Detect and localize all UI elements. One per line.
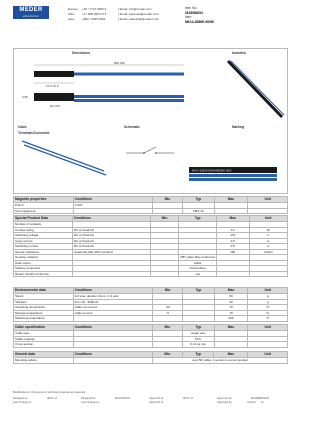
table-cell: Mounting advice bbox=[14, 358, 74, 364]
table-cell: -5 bbox=[153, 310, 183, 316]
table-cell bbox=[214, 208, 248, 214]
dimensions-label: Dimensions bbox=[72, 51, 91, 55]
footer-cell: Last Change by: bbox=[81, 401, 100, 404]
header-cell: Typ bbox=[182, 197, 214, 203]
contact-phone: +852 / 2955 1682 bbox=[82, 17, 106, 22]
header-cell: Conditions bbox=[73, 325, 152, 331]
table-cell: cable not moved bbox=[73, 305, 153, 311]
table-cell: Operating temperature bbox=[14, 305, 74, 311]
contact-row bbox=[68, 17, 178, 22]
contact-region: Asia: bbox=[68, 17, 75, 22]
contact-email[interactable]: | Email: salesusa@meder.com bbox=[118, 12, 159, 17]
table-cell: Test equipment bbox=[14, 208, 74, 214]
table-cell: measured with 40% overdrive bbox=[72, 249, 150, 255]
table-cell: -30 bbox=[153, 305, 183, 311]
dim-text: 30 ±0.5 bbox=[50, 104, 60, 108]
footer-row bbox=[13, 401, 288, 405]
table-cell: g bbox=[248, 299, 288, 305]
table-cell bbox=[73, 342, 152, 348]
contact-email[interactable]: | Email: info@meder.com bbox=[118, 7, 152, 11]
footer-block bbox=[13, 397, 288, 405]
item-no-label: Item No.: bbox=[185, 6, 198, 10]
table-cell bbox=[73, 316, 153, 322]
header-cell: Unit bbox=[249, 216, 287, 222]
table-cell bbox=[153, 316, 183, 322]
table-cell bbox=[72, 271, 150, 277]
header-cell: Typ bbox=[179, 216, 216, 222]
table-cell: 260 bbox=[214, 316, 248, 322]
table-row bbox=[14, 316, 288, 322]
item-label: Item: bbox=[185, 15, 193, 19]
table-row bbox=[14, 342, 288, 348]
table-cell: Pull-In bbox=[14, 203, 74, 209]
table-cell bbox=[249, 271, 287, 277]
header-cell: Unit bbox=[248, 325, 288, 331]
table-cell: single wire bbox=[182, 331, 214, 337]
table-cell bbox=[153, 208, 183, 214]
marking-view bbox=[189, 167, 277, 181]
contact-region: Europe: bbox=[68, 7, 79, 11]
dim-text: 27.5 ±0.5 bbox=[46, 84, 59, 88]
table-cell: mOhm bbox=[249, 249, 287, 255]
header-cell: Unit bbox=[248, 288, 288, 294]
marking-label: Marking bbox=[232, 125, 245, 129]
header-cell: Unit bbox=[248, 197, 288, 203]
header-cell: Min bbox=[150, 216, 179, 222]
footer-cell: Version: bbox=[247, 401, 257, 404]
contact-email[interactable]: | Email: salesasia@meder.com bbox=[118, 17, 160, 22]
general-data-table bbox=[13, 351, 288, 364]
header-cell: Max bbox=[214, 352, 248, 358]
table-cell bbox=[248, 342, 288, 348]
contact-region: USA: bbox=[68, 12, 76, 17]
dim-text: 500 ±20 bbox=[114, 61, 125, 65]
table-cell: °C bbox=[248, 310, 288, 316]
table-cell bbox=[73, 358, 152, 364]
header-cell: Conditions bbox=[73, 352, 152, 358]
table-cell: over 5th cable, 1 section is recommended bbox=[152, 358, 287, 364]
schematic-symbol bbox=[126, 147, 174, 154]
header-cell: Min bbox=[153, 325, 183, 331]
table-cell: cable moved bbox=[73, 310, 153, 316]
item-value: MK14-1B90E-500W bbox=[185, 19, 214, 24]
table-cell: 70 bbox=[214, 310, 248, 316]
header-cell: Min bbox=[153, 197, 183, 203]
environmental-data-table bbox=[13, 287, 288, 322]
cable-label: Cable bbox=[18, 125, 27, 129]
table-cell: Sealing compound bbox=[14, 266, 73, 272]
table-cell: Cable type bbox=[14, 331, 74, 337]
table-cell: Carry current bbox=[14, 238, 73, 244]
magnetic-properties-table bbox=[13, 196, 288, 214]
footer-cell: 08.07.11 bbox=[47, 397, 57, 400]
table-cell: KMS-10 bbox=[182, 208, 214, 214]
header-cell: Min bbox=[152, 352, 182, 358]
table-cell: 50 bbox=[214, 294, 248, 300]
table-cell: DC or Peak AC bbox=[72, 227, 150, 233]
table-cell: Contact rating bbox=[14, 227, 73, 233]
table-cell: Reach / RoHS conformity bbox=[14, 271, 73, 277]
footer-cell: Last Change at: bbox=[13, 401, 32, 404]
footer-cell: Approved by: bbox=[217, 401, 233, 404]
table-cell: A bbox=[249, 244, 287, 250]
header-cell: Cable specification bbox=[14, 325, 74, 331]
table-cell: 30 bbox=[214, 299, 248, 305]
footer-cell bbox=[237, 401, 247, 405]
table-cell: 0.5 bbox=[216, 238, 249, 244]
cable-photo bbox=[22, 141, 106, 175]
table-cell: A bbox=[249, 238, 287, 244]
header-cell: Typ bbox=[182, 352, 214, 358]
table-row bbox=[14, 271, 288, 277]
header-cell: Unit bbox=[248, 352, 288, 358]
sensor-end-view bbox=[22, 93, 184, 108]
table-cell: Polyurethan bbox=[179, 266, 216, 272]
footer-cell bbox=[183, 401, 217, 405]
footer-cell bbox=[47, 401, 81, 405]
logo-sub-text: electronic bbox=[23, 14, 39, 18]
table-cell: 0.5 bbox=[216, 244, 249, 250]
header-cell: Max bbox=[214, 197, 248, 203]
table-cell: Storage temperature bbox=[14, 310, 74, 316]
table-cell: PBT glass fibre reinforced bbox=[180, 255, 215, 259]
contact-phone: +49 / 7731 8399 0 bbox=[82, 7, 107, 11]
table-cell bbox=[216, 271, 249, 277]
table-cell: Housing material bbox=[14, 255, 73, 261]
table-cell bbox=[153, 342, 183, 348]
table-cell: 10 bbox=[216, 227, 249, 233]
table-cell: 0.14 sq.mm bbox=[182, 342, 214, 348]
footer-cell: Approved at: bbox=[149, 397, 164, 400]
table-cell: Switching voltage bbox=[14, 233, 73, 239]
table-row bbox=[14, 208, 288, 214]
isometric-label: Isometric bbox=[232, 51, 247, 55]
table-cell: W bbox=[249, 227, 287, 233]
header-cell: Min bbox=[153, 288, 183, 294]
item-info-block bbox=[185, 6, 287, 47]
isometric-view bbox=[228, 61, 284, 117]
footer-cell: 08.07.11 bbox=[183, 397, 193, 400]
header-cell: Conditions bbox=[73, 288, 153, 294]
table-cell bbox=[214, 342, 248, 348]
header-cell: Max bbox=[216, 216, 249, 222]
table-cell bbox=[150, 271, 179, 277]
header-cell: Typ bbox=[182, 325, 214, 331]
modifications-note: Modifications in the sense of technical progress are reserved bbox=[13, 391, 86, 394]
item-no-value: 9145982054 bbox=[185, 10, 203, 15]
table-cell: 1/2 sine, duration 11ms, in 3 axis bbox=[73, 294, 153, 300]
table-cell: yes bbox=[179, 271, 216, 277]
schematic-label: Schematic bbox=[124, 125, 140, 129]
footer-cell bbox=[115, 401, 149, 405]
table-cell: Sensor resistance bbox=[14, 249, 73, 255]
dim-text: 4.95 bbox=[22, 95, 28, 99]
table-cell: black bbox=[179, 260, 216, 266]
header-cell: Conditions bbox=[73, 197, 152, 203]
contact-phone: +1 / 508 295 0771 bbox=[82, 12, 107, 17]
table-cell bbox=[248, 208, 288, 214]
footer-cell: MHUDTSCH bbox=[115, 397, 130, 400]
table-cell: DC or Peak AC bbox=[72, 233, 150, 239]
table-cell: V bbox=[249, 233, 287, 239]
table-cell: DC or Peak AC bbox=[72, 244, 150, 250]
contact-block bbox=[68, 7, 178, 23]
footer-cell: Approved by: bbox=[217, 397, 233, 400]
header-cell: Special Product Data bbox=[14, 216, 73, 222]
table-cell: °C bbox=[248, 316, 288, 322]
header-cell: Max bbox=[214, 288, 248, 294]
marking-text: MK14-1B90E-500W/MEDER 0812 bbox=[192, 169, 232, 173]
header-cell: Magnetic properties bbox=[14, 197, 74, 203]
header-cell: General data bbox=[14, 352, 74, 358]
special-product-data-table bbox=[13, 215, 288, 277]
table-cell: 0.3AT bbox=[73, 203, 152, 209]
table-cell: 175 bbox=[216, 233, 249, 239]
table-cell bbox=[73, 208, 152, 214]
table-cell: Switching current bbox=[14, 244, 73, 250]
footer-cell: MHUBRINGER bbox=[251, 397, 269, 400]
footer-cell: Designed at: bbox=[13, 397, 28, 400]
table-cell: Case colour bbox=[14, 260, 73, 266]
terminals-label: Terminals/Connector bbox=[18, 131, 50, 135]
logo-main-text: MEDER bbox=[19, 7, 43, 13]
meder-logo bbox=[13, 6, 49, 19]
technical-drawing bbox=[13, 48, 288, 194]
table-cell: Soldering temperature bbox=[14, 316, 74, 322]
footer-cell: Approved at: bbox=[149, 401, 164, 404]
cable-specification-table bbox=[13, 324, 288, 348]
table-cell: from 10 - 2000 Hz bbox=[73, 299, 153, 305]
table-cell: Cable material bbox=[14, 336, 74, 342]
footer-cell: Designed by: bbox=[81, 397, 97, 400]
table-cell: PVC bbox=[182, 336, 214, 342]
table-cell: °C bbox=[248, 305, 288, 311]
table-cell: 150 bbox=[216, 249, 249, 255]
table-cell bbox=[182, 316, 214, 322]
header-cell: Max bbox=[214, 325, 248, 331]
table-row bbox=[14, 358, 288, 364]
table-cell: DC or Peak AC bbox=[72, 238, 150, 244]
table-cell: 70 bbox=[214, 305, 248, 311]
table-cell: Vibration bbox=[14, 299, 74, 305]
table-cell: Shock bbox=[14, 294, 74, 300]
header-cell: Conditions bbox=[72, 216, 150, 222]
drawing-svg bbox=[14, 49, 289, 195]
footer-cell: 11 bbox=[261, 401, 264, 404]
table-cell: g bbox=[248, 294, 288, 300]
table-cell: Number of contacts bbox=[14, 222, 73, 228]
header-cell: Environmental data bbox=[14, 288, 74, 294]
sensor-side-view bbox=[34, 61, 184, 88]
header-cell: Typ bbox=[182, 288, 214, 294]
table-cell: Cross section bbox=[14, 342, 74, 348]
